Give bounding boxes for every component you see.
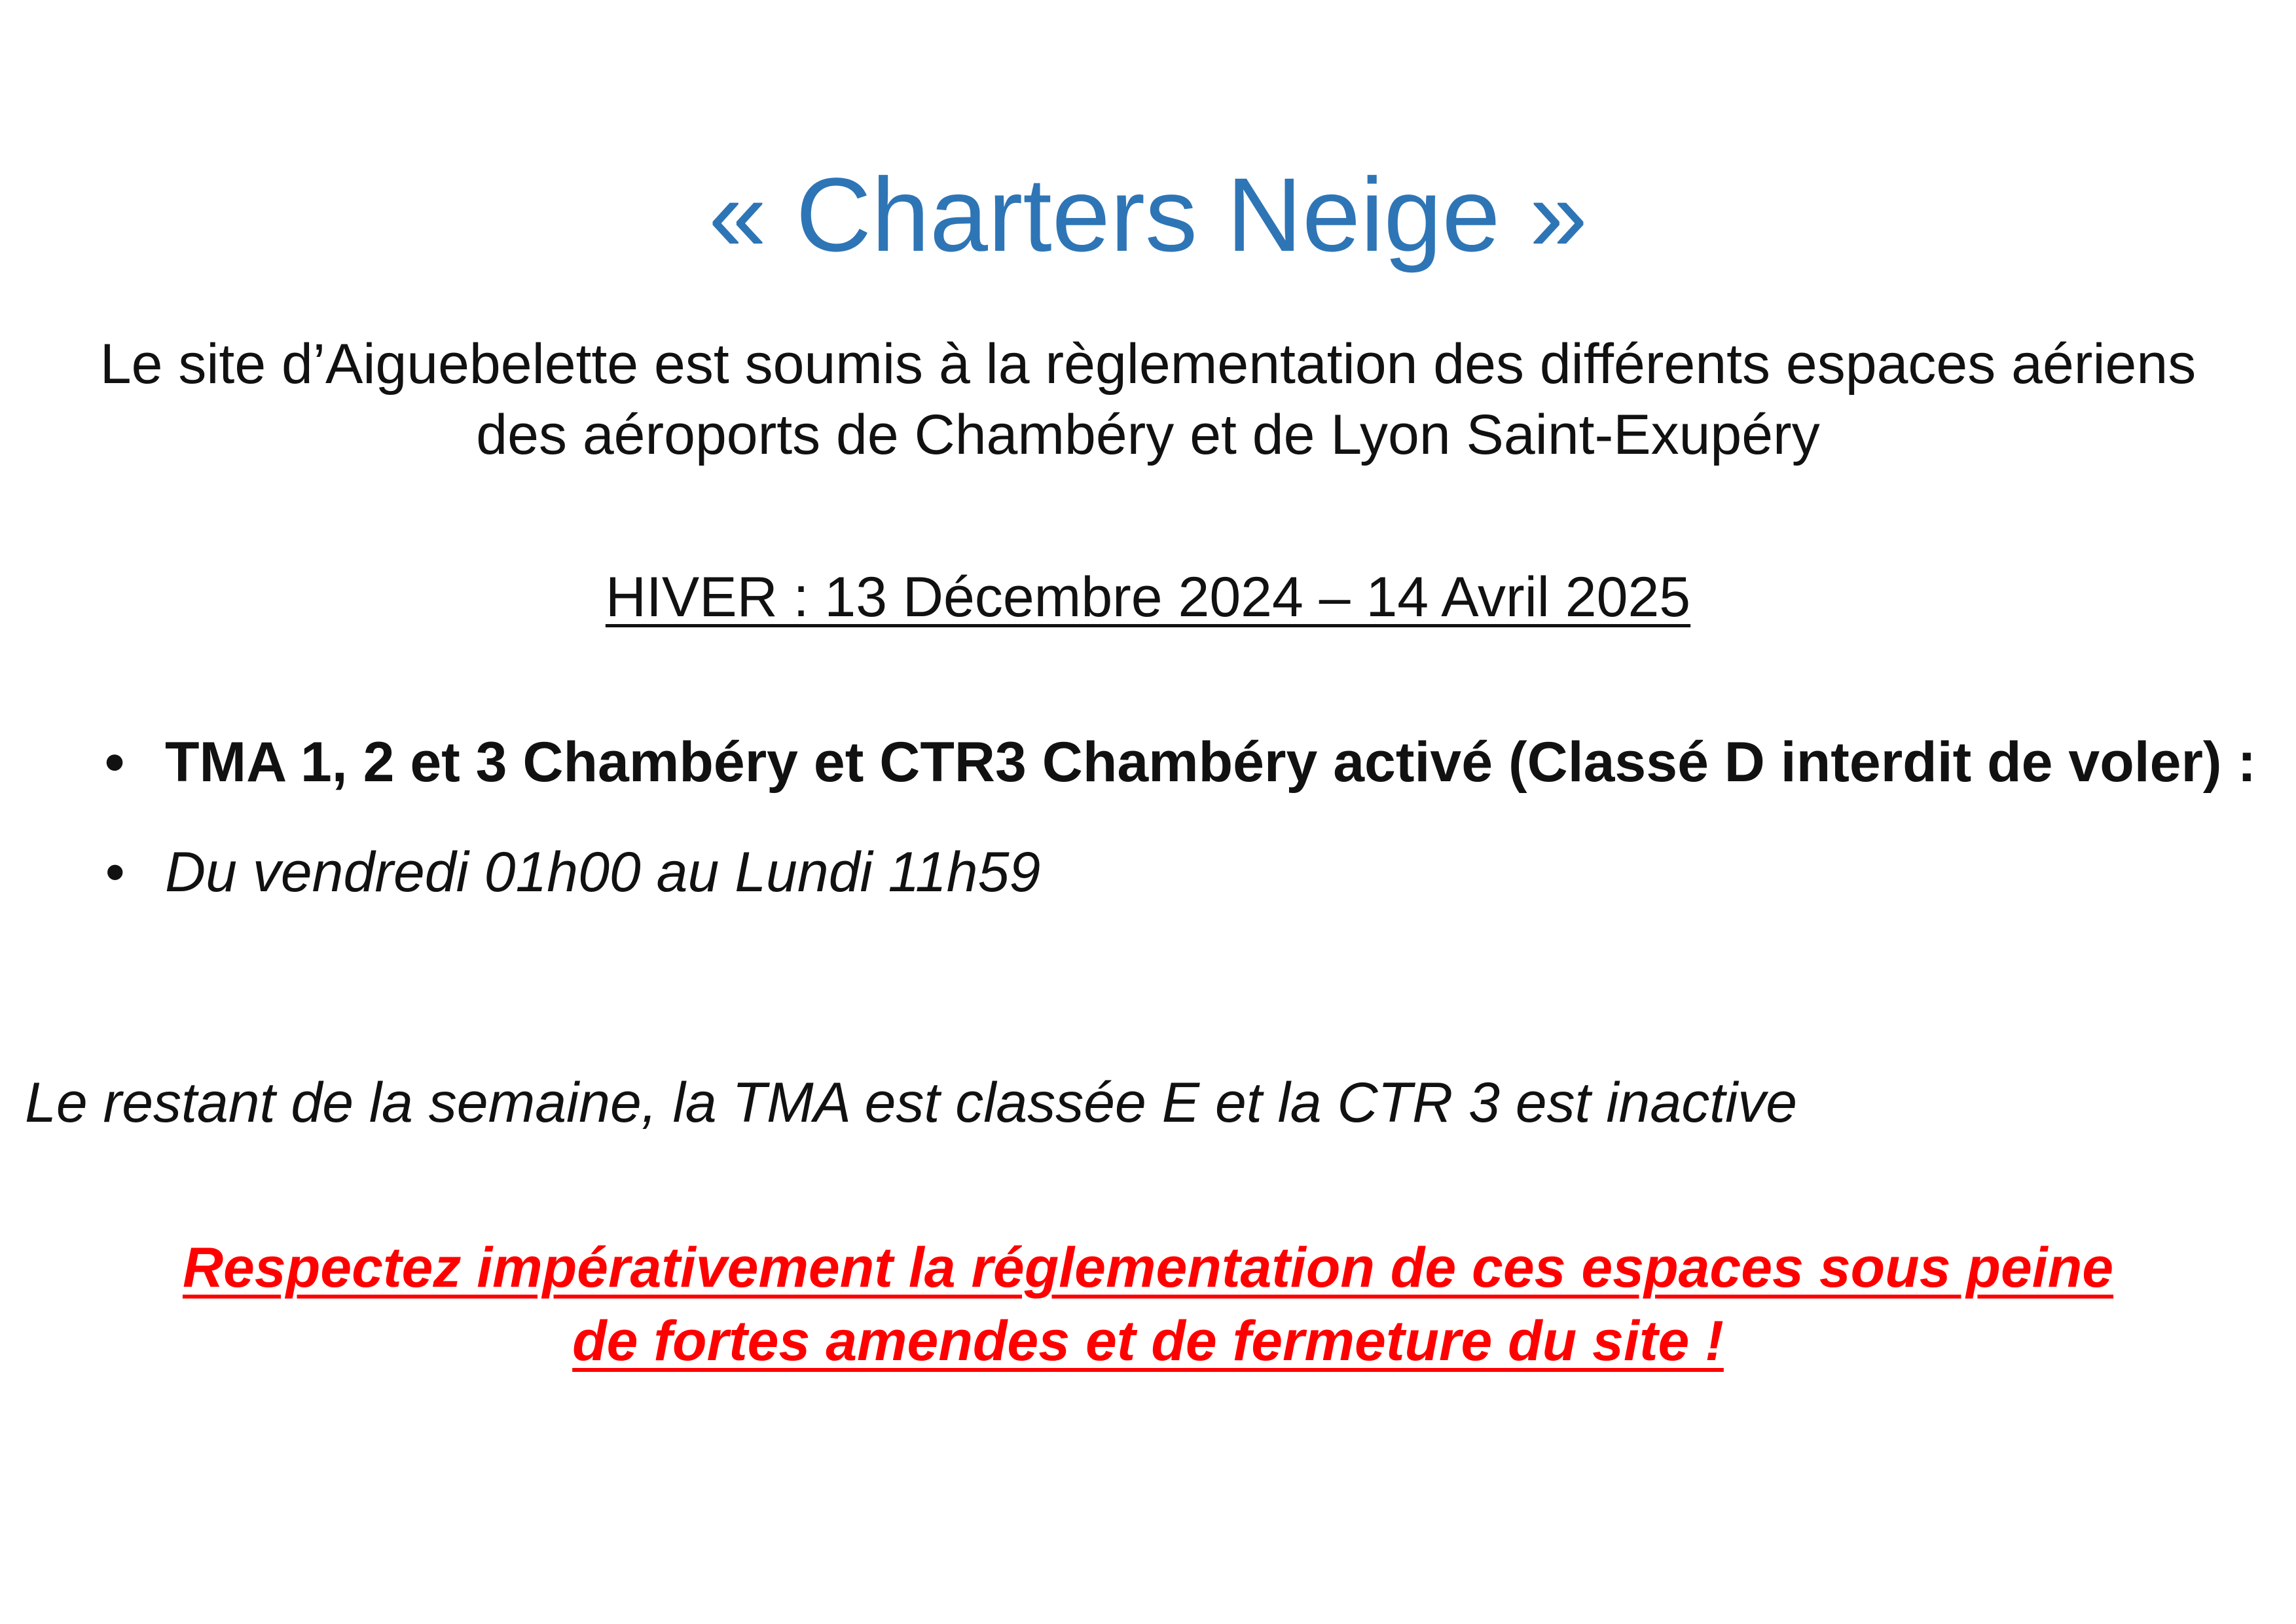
bullet-list [105, 727, 2257, 908]
list-item-schedule-text: Du vendredi 01h00 au Lundi 11h59 [165, 841, 1041, 904]
season-dates [0, 562, 2296, 633]
rest-of-week-note: Le restant de la semaine, la TMA est classée E et la CTR 3 est inactive [25, 1071, 1798, 1134]
intro-text [0, 329, 2296, 470]
list-item-airspace [105, 727, 2286, 798]
list-item-airspace-text: TMA 1, 2 et 3 Chambéry et CTR3 Chambéry activé (Classé D interdit de voler) : [165, 731, 2257, 794]
bullet-marker: • [105, 841, 125, 904]
warning-notice [0, 1231, 2296, 1378]
intro-line-2: des aéroports de Chambéry et de Lyon Saint-Exupéry [476, 403, 1820, 466]
bullet-marker: • [105, 731, 125, 794]
season-dates-text: HIVER : 13 Décembre 2024 – 14 Avril 2025 [605, 566, 1691, 629]
intro-line-1: Le site d’Aiguebelette est soumis à la règlementation des différents espaces aériens [100, 333, 2196, 396]
warning-line-1: Respectez impérativement la réglementation de ces espaces sous peine [182, 1236, 2114, 1299]
page-title: « Charters Neige » [708, 156, 1588, 273]
list-item-schedule [105, 837, 2200, 908]
warning-line-2: de fortes amendes et de fermeture du site ! [572, 1310, 1724, 1373]
